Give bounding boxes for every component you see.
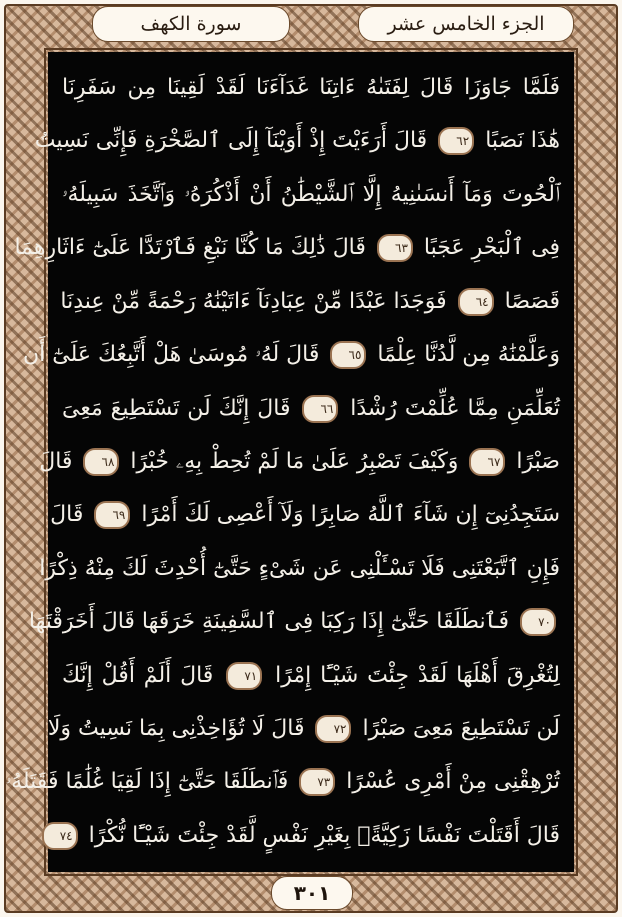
- verse-text: وَعَلَّمْنَٰهُ مِن لَّدُنَّا عِلْمًا: [377, 342, 560, 368]
- ayah-number-marker: ٦٦: [302, 395, 338, 423]
- verse-text: قَالَ أَقَتَلْتَ نَفْسًا زَكِيَّةًۢ بِغَيْرِ نَفْسٍ لَّقَدْ جِئْتَ شَيْـًٔا نُّكْرًا: [88, 822, 560, 848]
- ayah-number-marker: ٧٤: [42, 822, 78, 850]
- verse-text: قَالَ لَا تُؤَاخِذْنِى بِمَا نَسِيتُ وَلَا: [47, 716, 305, 742]
- verse-line: [62, 387, 560, 435]
- verse-text: قَالَ أَلَمْ أَقُلْ إِنَّكَ: [62, 662, 214, 688]
- verse-line: [14, 226, 560, 274]
- verse-line: [47, 707, 560, 755]
- juz-title: الجزء الخامس عشر: [387, 13, 545, 35]
- ayah-number-marker: ٦٥: [330, 341, 366, 369]
- juz-label: [358, 6, 574, 42]
- verse-text: فَلَمَّا جَاوَزَا قَالَ لِفَتَىٰهُ ءَاتِنَا غَدَآءَنَا لَقَدْ لَقِينَا مِن سَفَرِنَا: [62, 75, 560, 100]
- ayah-number-marker: ٦٨: [83, 448, 119, 476]
- verse-text: وَكَيْفَ تَصْبِرُ عَلَىٰ مَا لَمْ تُحِطْ بِهِۦ خُبْرًا: [130, 448, 459, 474]
- verse-text: فَٱنطَلَقَا حَتَّىٰٓ إِذَا رَكِبَا فِى ٱلسَّفِينَةِ خَرَقَهَا قَالَ أَخَرَقْتَهَا: [28, 609, 509, 635]
- verse-line: [39, 547, 560, 595]
- verse-text: قَالَ أَرَءَيْتَ إِذْ أَوَيْنَآ إِلَى ٱلصَّخْرَةِ فَإِنِّى نَسِيتُ: [34, 128, 428, 154]
- verse-text: ٱلْحُوتَ وَمَآ أَنسَىٰنِيهُ إِلَّا ٱلشَّيْطَٰنُ أَنْ أَذْكُرَهُۥ وَٱتَّخَذَ سَبِيلَهُۥ: [62, 181, 560, 207]
- verse-line: [39, 440, 560, 488]
- verse-text: لِتُغْرِقَ أَهْلَهَا لَقَدْ جِئْتَ شَيْـًٔا إِمْرًا: [275, 662, 560, 688]
- verse-line: [62, 173, 560, 221]
- surah-label: [92, 6, 290, 42]
- verse-text: قَالَ إِنَّكَ لَن تَسْتَطِيعَ مَعِىَ: [62, 395, 291, 421]
- quran-text-panel: [5, 52, 574, 872]
- verse-text: سَتَجِدُنِىٓ إِن شَآءَ ٱللَّهُ صَابِرًا وَلَآ أَعْصِى لَكَ أَمْرًا: [141, 502, 560, 528]
- verse-line: [23, 333, 560, 381]
- verse-text: هَٰذَا نَصَبًا: [485, 128, 560, 154]
- verse-text: فِى ٱلْبَحْرِ عَجَبًا: [423, 235, 560, 261]
- verse-line: [34, 119, 560, 167]
- ayah-number-marker: ٦٩: [94, 501, 130, 529]
- verse-line: [28, 600, 560, 648]
- ayah-number-marker: ٦٤: [458, 288, 494, 316]
- ayah-number-marker: ٧٣: [299, 768, 335, 796]
- verse-text: قَالَ: [39, 448, 73, 474]
- verse-text: صَبْرًا: [516, 448, 560, 474]
- ayah-number-marker: ٧٢: [315, 715, 351, 743]
- verse-text: فَٱنطَلَقَا حَتَّىٰٓ إِذَا لَقِيَا غُلَٰمًا فَقَتَلَهُۥ: [5, 769, 289, 795]
- ayah-number-marker: ٦٣: [377, 234, 413, 262]
- verse-text: فَإِنِ ٱتَّبَعْتَنِى فَلَا تَسْـَٔلْنِى عَن شَىْءٍ حَتَّىٰٓ أُحْدِثَ لَكَ مِنْهُ ذِكْرًا: [39, 555, 560, 581]
- verse-text: تُعَلِّمَنِ مِمَّا عُلِّمْتَ رُشْدًا: [350, 395, 561, 421]
- ayah-number-marker: ٦٢: [438, 127, 474, 155]
- verse-text: لَن تَسْتَطِيعَ مَعِىَ صَبْرًا: [362, 716, 560, 742]
- ayah-number-marker: ٧٠: [520, 608, 556, 636]
- verse-line: [62, 280, 560, 328]
- verse-line: [59, 814, 560, 862]
- surah-title: سورة الكهف: [140, 13, 242, 35]
- ayah-number-marker: ٦٧: [469, 448, 505, 476]
- verse-text: قَصَصًا: [504, 288, 560, 314]
- verse-line: [5, 760, 560, 808]
- verse-line: [50, 493, 560, 541]
- verse-line: [62, 66, 560, 114]
- page-number-text: ٣٠١: [293, 881, 331, 905]
- ayah-number-marker: ٧١: [226, 662, 262, 690]
- verse-text: قَالَ لَهُۥ مُوسَىٰ هَلْ أَتَّبِعُكَ عَلَىٰٓ أَن: [23, 342, 320, 368]
- verse-line: [62, 654, 560, 702]
- verse-text: قَالَ: [50, 502, 84, 528]
- page-number: [271, 876, 353, 910]
- verse-text: فَوَجَدَا عَبْدًا مِّنْ عِبَادِنَآ ءَاتَيْنَٰهُ رَحْمَةً مِّنْ عِندِنَا: [60, 288, 447, 314]
- verse-text: قَالَ ذَٰلِكَ مَا كُنَّا نَبْغِ فَٱرْتَدَّا عَلَىٰٓ ءَاثَارِهِمَا: [14, 235, 366, 261]
- verse-text: تُرْهِقْنِى مِنْ أَمْرِى عُسْرًا: [346, 769, 560, 795]
